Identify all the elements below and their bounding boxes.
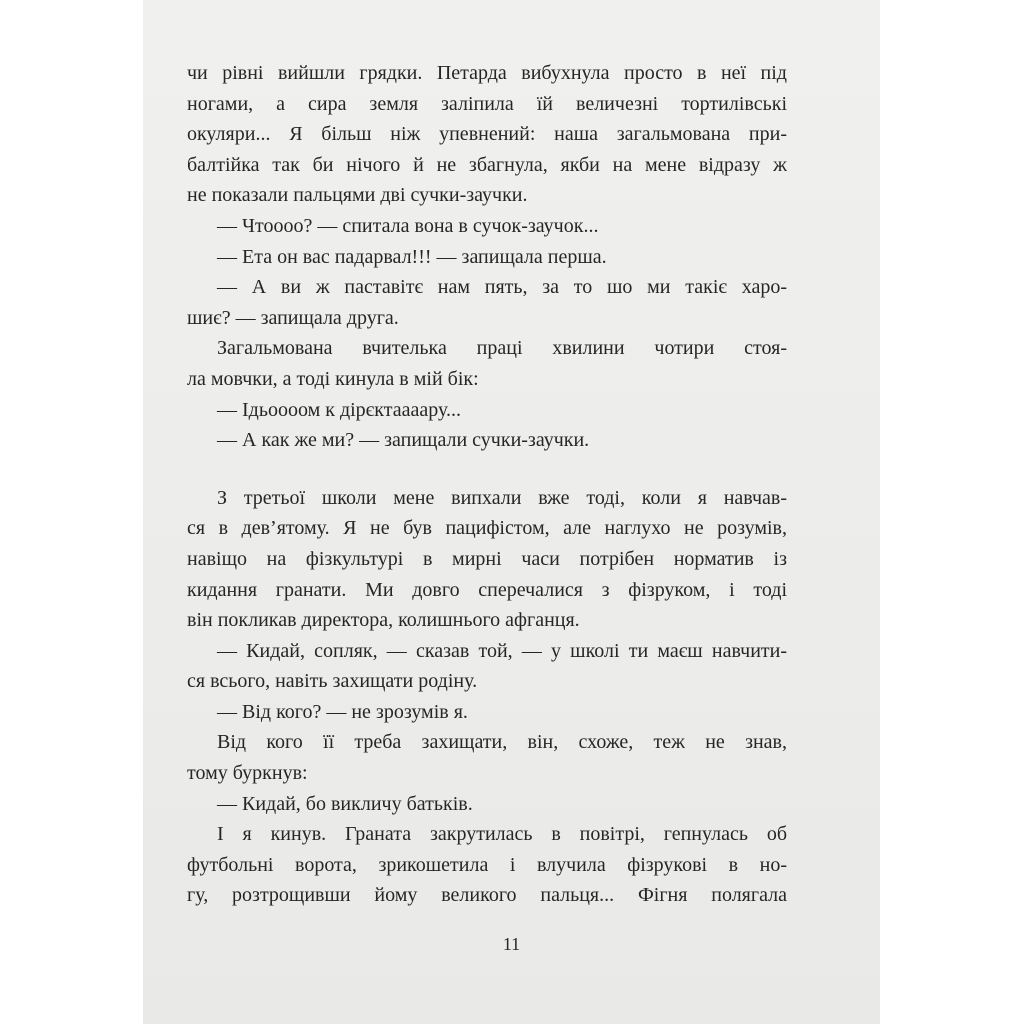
text-line: балтійка так би нічого й не збагнула, якби на мене відразу ж xyxy=(187,153,787,176)
text-line: — Ідьоооом к дірєктаааару... xyxy=(217,398,461,421)
page-number: 11 xyxy=(502,934,521,954)
text-line: ла мовчки, а тоді кинула в мій бік: xyxy=(187,367,479,390)
text-line: навіщо на фізкультурі в мирні часи потрібен норматив із xyxy=(187,547,787,570)
text-line: — Чтоооо? — спитала вона в сучок-заучок... xyxy=(217,214,599,237)
text-line: — А ви ж паставітє нам пять, за то шо ми такіє харо- xyxy=(217,276,787,299)
text-line: гу, розтрощивши йому великого пальця... Фігня полягала xyxy=(187,884,787,907)
text-line: — Ета он вас падарвал!!! — запищала перша. xyxy=(217,245,607,268)
text-line: окуляри... Я більш ніж упевнений: наша загальмована при- xyxy=(187,123,787,146)
text-line: кидання гранати. Ми довго сперечалися з фізруком, і тоді xyxy=(187,578,787,601)
text-line: З третьої школи мене випхали вже тоді, коли я навчав- xyxy=(217,486,787,509)
text-line: — А как же ми? — запищали сучки-заучки. xyxy=(217,429,590,452)
text-line: тому буркнув: xyxy=(187,762,308,785)
text-line: Від кого її треба захищати, він, схоже, теж не знав, xyxy=(217,731,787,754)
text-line: — Кидай, сопляк, — сказав той, — у школі ти маєш навчити- xyxy=(217,639,787,662)
book-page xyxy=(143,0,880,1024)
text-line: шиє? — запищала друга. xyxy=(187,306,399,329)
text-line: не показали пальцями дві сучки-заучки. xyxy=(187,184,528,207)
text-line: чи рівні вийшли грядки. Петарда вибухнула просто в неї під xyxy=(187,62,787,84)
text-line: — Кидай, бо викличу батьків. xyxy=(217,792,473,815)
text-line: ногами, а сира земля заліпила їй величезні тортилівські xyxy=(187,92,787,115)
text-line: — Від кого? — не зрозумів я. xyxy=(217,700,468,723)
text-section xyxy=(187,58,787,456)
text-line: він покликав директора, колишнього афганця. xyxy=(187,609,580,632)
text-line: ся всього, навіть захищати родіну. xyxy=(187,670,478,693)
text-line: І я кинув. Граната закрутилась в повітрі, гепнулась об xyxy=(217,823,787,846)
text-line: футбольні ворота, зрикошетила і влучила фізрукові в но- xyxy=(187,853,787,876)
page-body-text xyxy=(187,58,787,911)
text-section xyxy=(187,483,787,911)
text-line: ся в дев’ятому. Я не був пацифістом, але наглухо не розумів, xyxy=(187,517,787,540)
section-break xyxy=(187,456,787,483)
text-line: Загальмована вчителька праці хвилини чотири стоя- xyxy=(217,337,787,360)
